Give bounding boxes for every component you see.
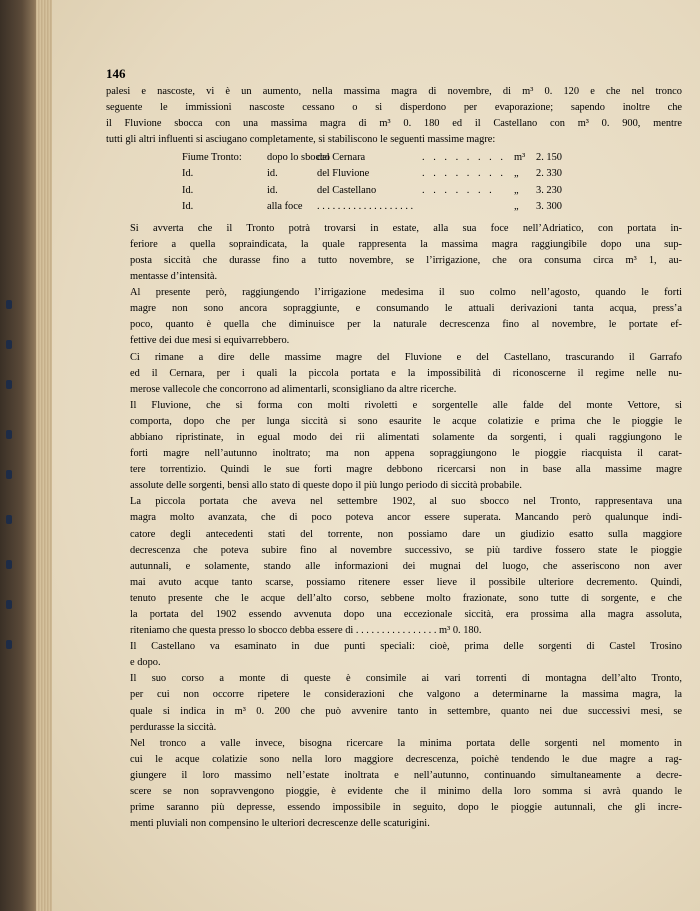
- place-cell: . . . . . . . . . . . . . . . . . . .: [317, 200, 414, 212]
- text-line: e dopo.: [130, 657, 161, 669]
- river-cell: Id.: [182, 168, 194, 180]
- text-line: quale si indica in m³ 0. 200 che può avvenire tanto in settembre, quanto nei due successivi mesi, se: [130, 705, 682, 717]
- paragraph-list: [106, 221, 682, 833]
- leader-dots: . . . . . . .: [422, 184, 495, 196]
- body-paragraph: [106, 285, 682, 349]
- text-line: tenuto presente che le acque dell’alto corso, sebbene molto frazionate, sono tutte di sorgente, e che: [130, 592, 682, 604]
- point-cell: id.: [267, 184, 278, 196]
- table-row: [106, 183, 682, 199]
- place-cell: del Cernara: [317, 152, 366, 164]
- leader-dots: . . . . . . . .: [422, 168, 506, 180]
- leader-dots: . . . . . . . .: [422, 152, 506, 164]
- text-line: Ci rimane a dire delle massime magre del Fluvione e del Castellano, trascurando il Garrafo: [130, 351, 682, 363]
- text-line: Il Fluvione, che si forma con molti rivoletti e sorgentelle alle falde del monte Vettore, si: [130, 399, 682, 411]
- table-row: [106, 150, 682, 166]
- table-row: [106, 166, 682, 182]
- text-line: abbiano ripristinate, in egual modo dei rii alimentati solamente da sorgenti, i quali raggiungono le: [130, 431, 682, 443]
- place-cell: del Castellano: [317, 184, 377, 196]
- text-line: tutti gli altri influenti si asciugano completamente, si stabiliscono le seguenti massime magre:: [106, 134, 496, 146]
- text-line: decrescenza che poteva subire fino al novembre successivo, se più tardive fossero state le pioggie: [130, 544, 682, 556]
- value-cell: 3. 300: [536, 200, 562, 212]
- text-line: per cui non occorre ripetere le considerazioni che valgono a determinarne la massima magra, la: [130, 689, 682, 701]
- text-line: la portata del 1902 essendo avvenuta dopo una eccezionale siccità, era prossima alla magra assoluta,: [130, 609, 682, 620]
- body-paragraph: [106, 494, 682, 639]
- text-line: ed il Cernara, per i quali la piccola portata e la impossibilità di riconoscerne il regime nelle nu-: [130, 367, 682, 379]
- text-line: La piccola portata che aveva nel settembre 1902, al suo sbocco nel Tronto, rappresentava una: [130, 496, 682, 508]
- value-cell: 3. 230: [536, 184, 562, 196]
- text-line: menti pluviali non compensino le ulteriori decrescenze delle scaturigini.: [130, 818, 430, 830]
- unit-cell: „: [514, 184, 519, 196]
- text-line: Il suo corso a monte di queste è consimile ai vari torrenti di montagna dell’alto Tronto,: [130, 673, 682, 685]
- body-text: [106, 84, 682, 832]
- text-line: mai avuto acque tanto scarse, possiamo ritenere esser lieve il possibile ulteriore decremento. Quindi,: [130, 576, 682, 588]
- river-cell: Id.: [182, 184, 194, 196]
- text-line: cui le acque colatizie sono nella loro maggiore decrescenza, poichè tendendo le due magre a rag-: [130, 753, 682, 765]
- text-line: tere torrentizio. Quindi le sue forti magre debbono ricercarsi non in base alla massime magre: [130, 464, 682, 476]
- river-cell: Fiume Tronto:: [182, 152, 242, 164]
- text-line: feriore a quella sopraindicata, la quale rappresenta la massima magra raggiungibile dopo una sup-: [130, 238, 682, 250]
- body-paragraph: [106, 221, 682, 285]
- text-line: poco, quanto è quella che diminuisce per la naturale decrescenza fino al novembre, le portate ef-: [130, 319, 682, 331]
- value-cell: 2. 150: [536, 152, 562, 164]
- text-line: merose vallecole che concorrono ad alimentarli, sconsigliano da altre ricerche.: [130, 383, 457, 395]
- text-line: catore degli antecedenti stati del torrente, non possiamo dare un giudizio esatto sulla maggiore: [130, 528, 682, 540]
- river-cell: Id.: [182, 200, 194, 212]
- text-line: Al presente però, raggiungendo l’irrigazione medesima il suo colmo nell’agosto, quando le forti: [130, 287, 682, 299]
- text-line: prime saranno più depresse, essendo impossibile in seguito, dopo le pioggie autunnali, che gli incre-: [130, 802, 682, 814]
- point-cell: id.: [267, 168, 278, 180]
- text-line: Si avverta che il Tronto potrà trovarsi in estate, alla sua foce nell’Adriatico, con portata in-: [130, 222, 682, 234]
- body-paragraph: [106, 671, 682, 735]
- text-line: posta siccità che durasse fino a tutto novembre, se l’irrigazione, che ora consuma circa m³ 1, au-: [130, 254, 682, 266]
- unit-cell: „: [514, 200, 519, 212]
- text-line: mentasse d’intensità.: [130, 271, 218, 283]
- text-line: autunnali, e solamente, stando alle informazioni dei mugnai del luogo, che asseriscono non aver: [130, 560, 682, 572]
- text-line: riteniamo che questa presso lo sbocco debba essere di . . . . . . . . . . . . . . . . m³ 0. 180.: [130, 625, 482, 637]
- text-line: assolute delle sorgenti, bensì allo stato di queste dopo il più lungo periodo di siccità probabile.: [130, 480, 522, 492]
- body-paragraph: [106, 398, 682, 495]
- text-line: scere se non sopravvengono pioggie, è evidente che il minimo della loro somma si avrà quando le: [130, 786, 682, 798]
- intro-paragraph: [106, 84, 682, 148]
- text-line: perdurasse la siccità.: [130, 721, 217, 733]
- text-line: palesi e nascoste, vi è un aumento, nella massima magra di novembre, di m³ 0. 120 e che nel tronco: [106, 86, 682, 97]
- unit-cell: m³: [514, 152, 526, 164]
- text-line: il Fluvione sbocca con una massima magra di m³ 0. 180 ed il Castellano con m³ 0. 900, mentre: [106, 118, 682, 130]
- point-cell: alla foce: [267, 200, 303, 212]
- page-number: 146: [106, 66, 126, 81]
- text-line: comporta, dopo che per lunga siccità si sono esaurite le acque colatizie e prima che le pioggie le: [130, 415, 682, 427]
- table-row: [106, 199, 682, 215]
- value-cell: 2. 330: [536, 168, 562, 180]
- text-line: magre non sono ancora sopraggiunte, e consumando le attuali derivazioni tanta acqua, press’a: [130, 303, 682, 315]
- text-line: giungere il loro massimo nell’estate inoltrata e nell’autunno, continuando simultaneamente a decre-: [130, 769, 682, 781]
- magre-table: [106, 150, 682, 214]
- text-line: fettive dei due mesi si equivarrebbero.: [130, 335, 290, 347]
- body-paragraph: [106, 736, 682, 833]
- text-line: forti magre nell’autunno inoltrato; ma non appena sopraggiungono le pioggie riacquista il carat-: [130, 448, 682, 460]
- book-binding: [0, 0, 40, 911]
- text-line: Il Castellano va esaminato in due punti speciali: cioè, prima delle sorgenti di Castel Trosino: [130, 641, 682, 653]
- text-line: seguente le immissioni nascoste cessano o si disperdono per evaporazione; sapendo inoltre che: [106, 102, 682, 114]
- place-cell: del Fluvione: [317, 168, 370, 180]
- unit-cell: „: [514, 168, 519, 180]
- body-paragraph: [106, 639, 682, 671]
- text-line: Nel tronco a valle invece, bisogna ricercare la minima portata delle sorgenti nel momento in: [130, 737, 682, 749]
- point-cell: dopo lo sbocco: [267, 152, 330, 164]
- text-line: magra molto avanzata, che di poco poteva ancor essere superata. Mancando però qualunque indi-: [130, 512, 682, 524]
- body-paragraph: [106, 350, 682, 398]
